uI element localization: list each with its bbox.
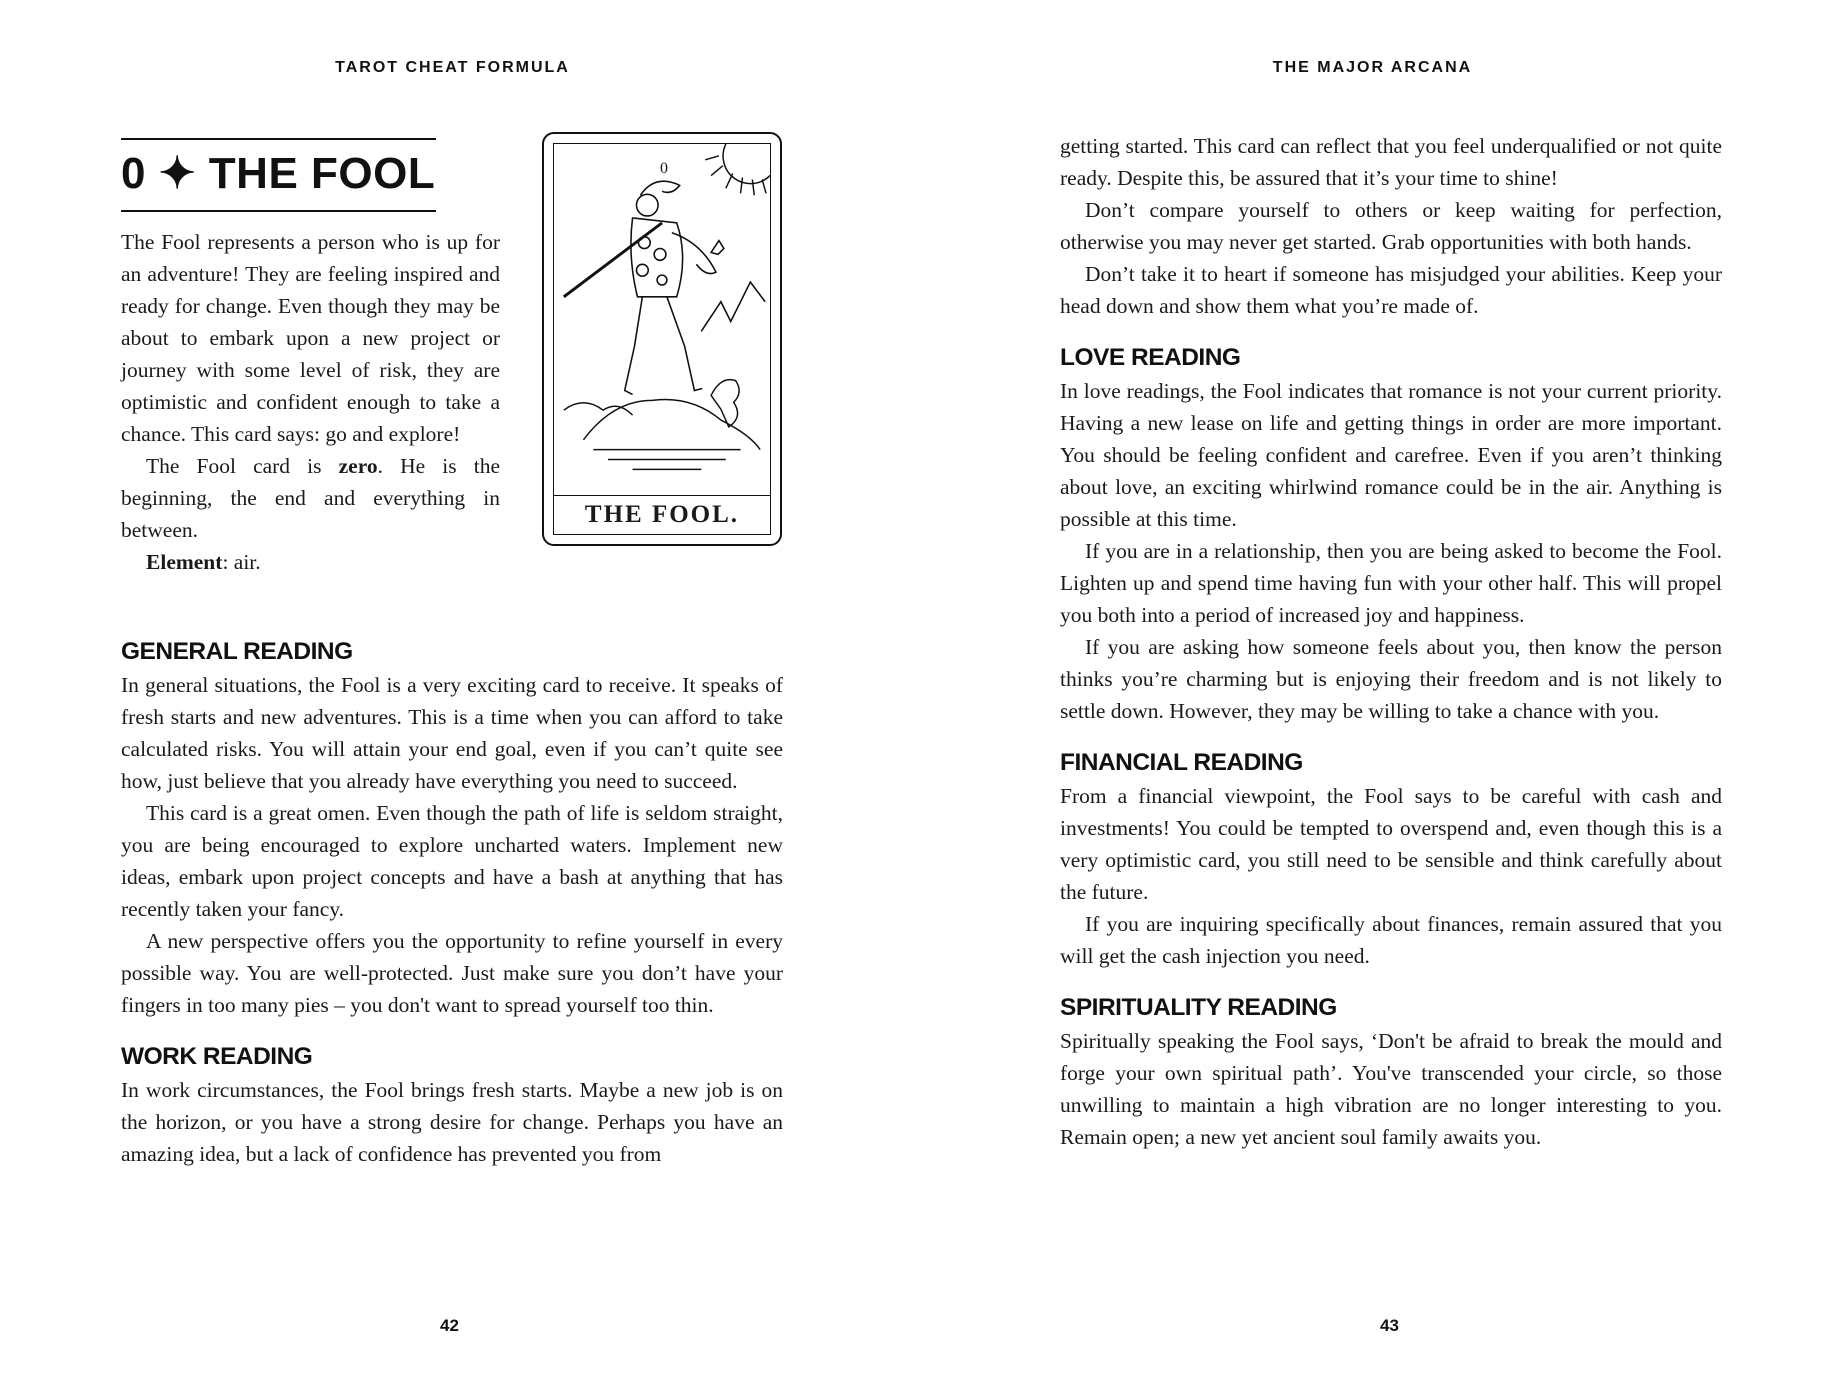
zero-bold: zero — [338, 454, 378, 478]
zero-text-after: . He is the beginning, the end and everything in between. — [121, 454, 500, 542]
running-head-left: TAROT CHEAT FORMULA — [335, 59, 570, 76]
element-label: Element — [146, 550, 223, 574]
right-readings — [1060, 130, 1722, 1153]
love-paragraph: If you are asking how someone feels about you, then know the person thinks you’re charming but is enjoying their freedom and is not likely to settle down. However, they may be willing to take a chance with you. — [1060, 635, 1722, 723]
love-paragraph: In love readings, the Fool indicates that romance is not your current priority. Having a new lease on life and getting things in order are more important. You should be feeling confident and carefree. Even if you aren’t thinking about love, an exciting whirlwind romance could be in the air. Anything is possible at this time. — [1060, 379, 1722, 531]
element-paragraph — [121, 546, 500, 578]
card-label: THE FOOL. — [554, 495, 770, 534]
general-paragraph: A new perspective offers you the opportunity to refine yourself in every possible way. You are well-protected. Just make sure you don’t have your fingers in too many pies – you don't want to spread yourself too thin. — [121, 929, 783, 1017]
card-numeral: 0 — [660, 160, 668, 177]
general-paragraph: This card is a great omen. Even though the path of life is seldom straight, you are being encouraged to explore uncharted waters. Implement new ideas, embark upon project concepts and have a bash at anything that has recently taken your fancy. — [121, 801, 783, 921]
spirituality-reading-heading: SPIRITUALITY READING — [1060, 994, 1337, 1021]
running-head-right: THE MAJOR ARCANA — [1272, 59, 1473, 76]
dog-icon — [711, 380, 739, 427]
love-reading-heading: LOVE READING — [1060, 344, 1241, 371]
financial-paragraph: From a financial viewpoint, the Fool says to be careful with cash and investments! You could be tempted to overspend and, even though this is a very optimistic card, you still need to be sensible and think carefully about the future. — [1060, 784, 1722, 904]
page-number-left: 42 — [440, 1316, 459, 1335]
work-paragraph: In work circumstances, the Fool brings fresh starts. Maybe a new job is on the horizon, or you have a strong desire for change. Perhaps you have an amazing idea, but a lack of confidence has prevented you from — [121, 1078, 783, 1166]
general-paragraph: In general situations, the Fool is a very exciting card to receive. It speaks of fresh starts and new adventures. This is a time when you can afford to take calculated risks. You will attain your end goal, even if you can’t quite see how, just believe that you already have everything you need to succeed. — [121, 673, 783, 793]
page-number-right: 43 — [1380, 1316, 1399, 1335]
sun-icon — [705, 144, 770, 195]
element-value: : air. — [222, 550, 261, 574]
work-reading-heading: WORK READING — [121, 1043, 313, 1070]
zero-text-before: The Fool card is — [146, 454, 339, 478]
fool-figure-icon — [554, 144, 770, 494]
tarot-card-illustration — [542, 132, 782, 546]
intro-paragraph: The Fool represents a person who is up for an adventure! They are feeling inspired and ready for change. Even though they may be about to embark upon a new project or journey with some level of risk, they are optimistic and confident enough to take a chance. This card says: go and explore! — [121, 230, 500, 446]
zero-paragraph — [121, 450, 500, 546]
financial-reading-heading: FINANCIAL READING — [1060, 749, 1303, 776]
work-continued-paragraph: Don’t compare yourself to others or keep waiting for perfection, otherwise you may never get started. Grab opportunities with both hands. — [1060, 198, 1722, 254]
love-paragraph: If you are in a relationship, then you are being asked to become the Fool. Lighten up and spend time having fun with your other half. This will propel you both into a period of increased joy and happiness. — [1060, 539, 1722, 627]
intro-text — [121, 226, 500, 578]
spirituality-paragraph: Spiritually speaking the Fool says, ‘Don't be afraid to break the mould and forge your own spiritual path’. You've transcended your circle, so those unwilling to maintain a high vibration are no longer interesting to you. Remain open; a new yet ancient soul family awaits you. — [1060, 1029, 1722, 1149]
card-frame — [553, 143, 771, 535]
general-reading-heading: GENERAL READING — [121, 638, 353, 665]
card-title-block — [121, 138, 436, 212]
work-continued-paragraph: Don’t take it to heart if someone has misjudged your abilities. Keep your head down and show them what you’re made of. — [1060, 262, 1722, 318]
page-title: 0 ✦ THE FOOL — [121, 149, 436, 198]
left-readings — [121, 635, 783, 1170]
work-continued-paragraph: getting started. This card can reflect that you feel underqualified or not quite ready. Despite this, be assured that it’s your time to shine! — [1060, 134, 1722, 190]
financial-paragraph: If you are inquiring specifically about finances, remain assured that you will get the cash injection you need. — [1060, 912, 1722, 968]
